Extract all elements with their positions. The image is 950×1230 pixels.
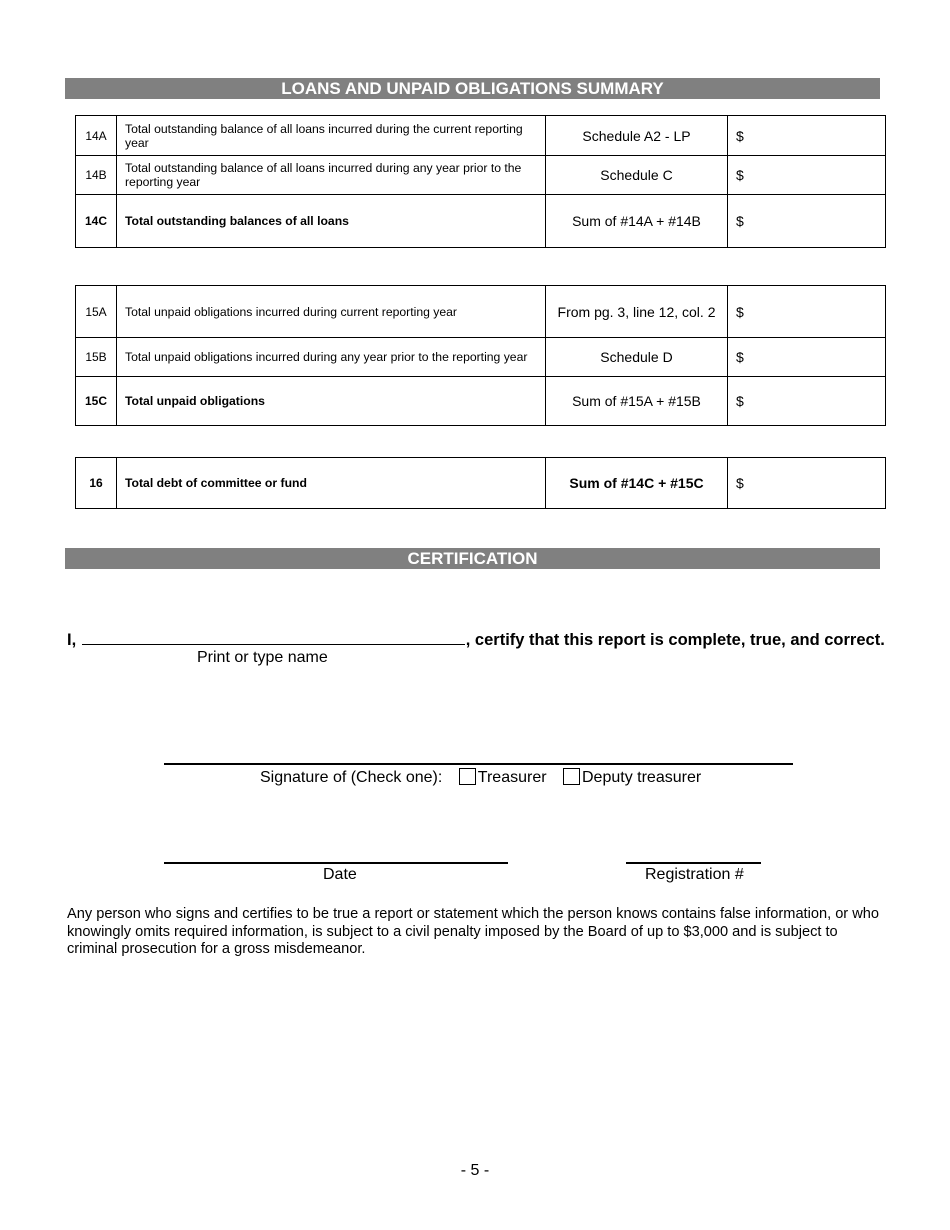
unpaid-obligations-table (75, 285, 886, 426)
line-description: Total debt of committee or fund (117, 458, 546, 509)
line-description: Total unpaid obligations incurred during current reporting year (117, 286, 546, 338)
line-number: 15A (76, 286, 117, 338)
line-source: Sum of #14C + #15C (546, 458, 728, 509)
amount-field[interactable]: $ (728, 116, 886, 156)
amount-field[interactable]: $ (728, 458, 886, 509)
penalty-disclaimer: Any person who signs and certifies to be true a report or statement which the person knows contains false information, or who knowingly omits required information, is subject to a civil penalty imposed by the Board of up to $3,000 and is subject to criminal prosecution for a gross misdemeanor. (67, 906, 879, 957)
amount-field[interactable]: $ (728, 286, 886, 338)
treasurer-checkbox[interactable] (459, 768, 476, 785)
registration-line[interactable] (626, 862, 761, 864)
certification-header: CERTIFICATION (65, 548, 880, 569)
line-description: Total unpaid obligations incurred during any year prior to the reporting year (117, 338, 546, 377)
treasurer-label: Treasurer (477, 769, 547, 786)
line-description: Total outstanding balances of all loans (117, 195, 546, 248)
loans-table (75, 115, 886, 248)
date-label: Date (323, 866, 357, 883)
amount-field[interactable]: $ (728, 156, 886, 195)
table-row (76, 458, 886, 509)
line-source: Sum of #14A + #14B (546, 195, 728, 248)
line-source: Schedule D (546, 338, 728, 377)
print-name-label: Print or type name (197, 649, 328, 666)
table-row (76, 286, 886, 338)
page-number: - 5 - (460, 1162, 490, 1179)
printed-name-field[interactable] (82, 628, 465, 645)
signature-row (260, 768, 701, 787)
date-line[interactable] (164, 862, 508, 864)
table-row (76, 195, 886, 248)
line-number: 14A (76, 116, 117, 156)
line-number: 16 (76, 458, 117, 509)
certification-prefix: I, (67, 631, 77, 649)
table-row (76, 377, 886, 426)
amount-field[interactable]: $ (728, 338, 886, 377)
signature-label: Signature of (Check one): (260, 769, 443, 786)
line-number: 15B (76, 338, 117, 377)
line-number: 14C (76, 195, 117, 248)
line-source: Sum of #15A + #15B (546, 377, 728, 426)
line-number: 15C (76, 377, 117, 426)
total-debt-table (75, 457, 886, 509)
line-description: Total unpaid obligations (117, 377, 546, 426)
line-description: Total outstanding balance of all loans incurred during any year prior to the reporting year (117, 156, 546, 195)
table-row (76, 156, 886, 195)
amount-field[interactable]: $ (728, 195, 886, 248)
table-row (76, 338, 886, 377)
signature-line[interactable] (164, 763, 793, 765)
deputy-treasurer-checkbox[interactable] (563, 768, 580, 785)
line-description: Total outstanding balance of all loans incurred during the current reporting year (117, 116, 546, 156)
deputy-treasurer-label: Deputy treasurer (582, 769, 702, 786)
table-row (76, 116, 886, 156)
amount-field[interactable]: $ (728, 377, 886, 426)
line-source: Schedule A2 - LP (546, 116, 728, 156)
certification-statement (67, 628, 885, 650)
line-source: From pg. 3, line 12, col. 2 (546, 286, 728, 338)
line-number: 14B (76, 156, 117, 195)
line-source: Schedule C (546, 156, 728, 195)
certification-text: , certify that this report is complete, true, and correct. (465, 631, 885, 649)
registration-label: Registration # (645, 866, 744, 883)
loans-summary-header: LOANS AND UNPAID OBLIGATIONS SUMMARY (65, 78, 880, 99)
